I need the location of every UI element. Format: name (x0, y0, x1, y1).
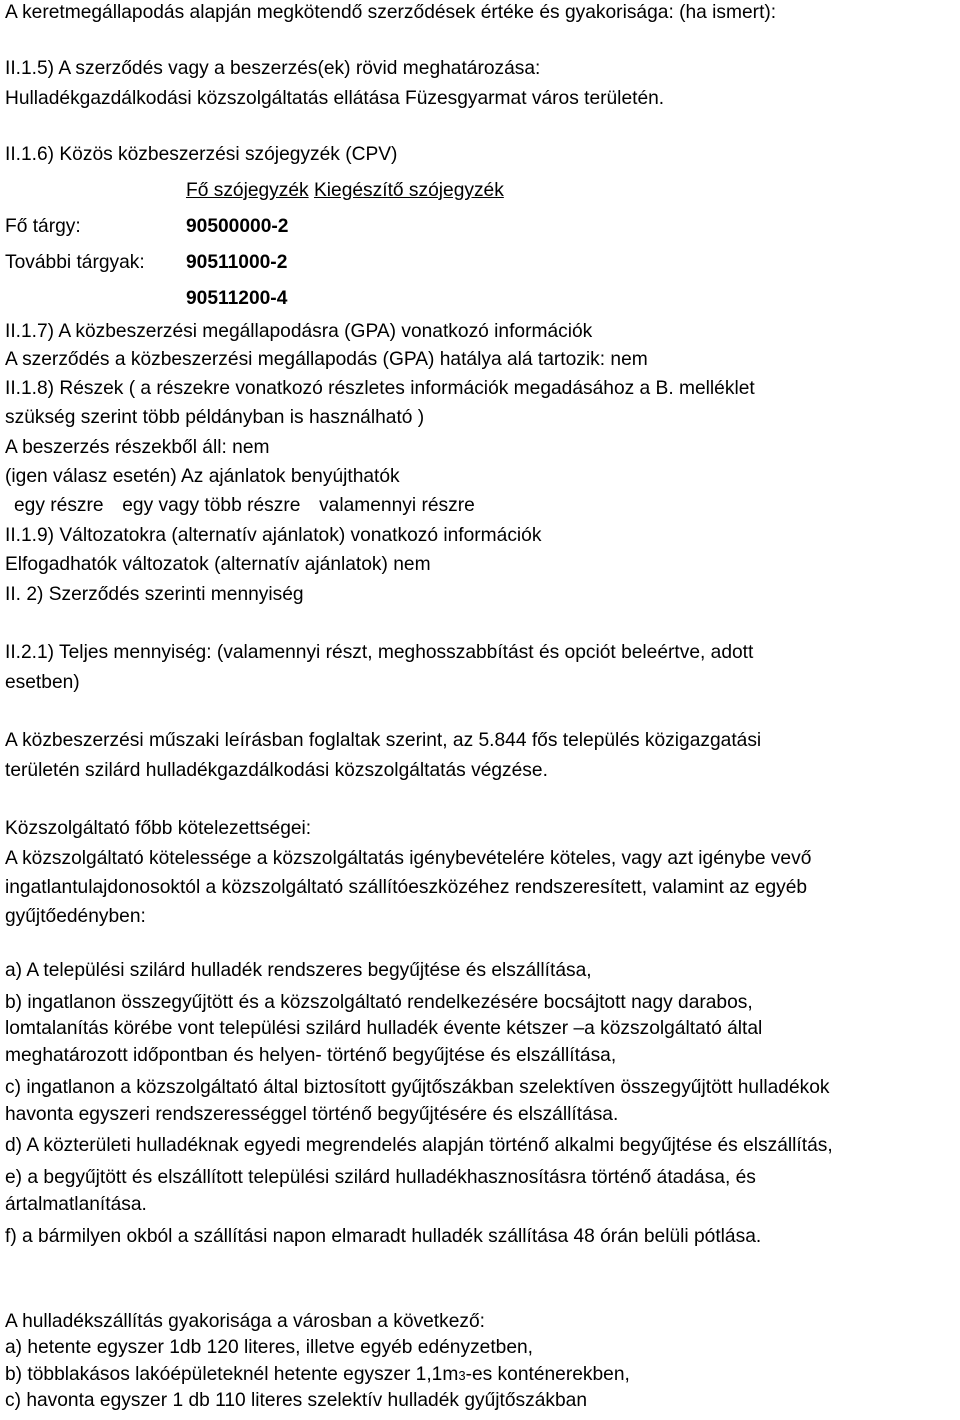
variants-accepted: Elfogadhatók változatok (alternatív ajánlatok) nem (5, 554, 431, 575)
frequency-item-a: a) hetente egyszer 1db 120 literes, illetve egyéb edényzetben, (5, 1337, 534, 1358)
section-heading-2-2-1-cont: esetben) (5, 672, 80, 693)
additional-object-cpv-code-1: 90511000-2 (186, 252, 288, 273)
framework-agreement-line: A keretmegállapodás alapján megkötendő szerződések értéke és gyakorisága: (ha ismert): (5, 2, 777, 23)
lots-note: szükség szerint több példányban is használható ) (5, 407, 425, 428)
obligation-item-e-2: ártalmatlanítása. (5, 1194, 147, 1215)
frequency-item-c: c) havonta egyszer 1 db 110 literes szelektív hulladék gyűjtőszákban (5, 1390, 587, 1411)
gpa-applicability: A szerződés a közbeszerzési megállapodás (GPA) hatálya alá tartozik: nem (5, 349, 648, 370)
obligation-item-c-2: havonta egyszeri rendszerességgel történő begyűjtésére és elszállítása. (5, 1104, 619, 1125)
one-lot-option: egy részre (14, 495, 104, 516)
main-object-row (5, 215, 288, 239)
obligation-item-b-1: b) ingatlanon összegyűjtött és a közszolgáltató rendelkezésére bocsájtott nagy darabos, (5, 992, 753, 1013)
tenders-submission-line: (igen válasz esetén) Az ajánlatok benyújthatók (5, 466, 400, 487)
obligation-item-c-1: c) ingatlanon a közszolgáltató által biztosított gyűjtőszákban szelektíven összegyűjtött hulladékok (5, 1077, 830, 1098)
section-heading-2-2: II. 2) Szerződés szerinti mennyiség (5, 584, 304, 605)
frequency-item-b (5, 1363, 630, 1388)
obligation-item-a: a) A települési szilárd hulladék rendszeres begyűjtése és elszállítása, (5, 960, 592, 981)
frequency-item-b-suffix: -es konténerekben, (465, 1364, 630, 1385)
total-quantity-text-2: területén szilárd hulladékgazdálkodási közszolgáltatás végzése. (5, 760, 548, 781)
frequency-item-b-exponent: 3 (458, 1368, 466, 1383)
all-lots-option: valamennyi részre (319, 495, 475, 516)
section-heading-2-2-1: II.2.1) Teljes mennyiség: (valamennyi részt, meghosszabbítást és opciót beleértve, adott (5, 642, 754, 663)
total-quantity-text-1: A közbeszerzési műszaki leírásban foglaltak szerint, az 5.844 fős település közigazgatási (5, 730, 762, 751)
obligations-heading: Közszolgáltató főbb kötelezettségei: (5, 818, 312, 839)
main-vocabulary-header: Fő szójegyzék (186, 180, 309, 201)
obligations-text-3: gyűjtőedényben: (5, 906, 146, 927)
frequency-item-b-text: b) többlakásos lakóépületeknél hetente egyszer 1,1m (5, 1364, 459, 1385)
lots-answer: A beszerzés részekből áll: nem (5, 437, 270, 458)
lot-options-row (14, 494, 475, 518)
obligation-item-b-3: meghatározott időpontban és helyen- történő begyűjtése és elszállítása, (5, 1045, 617, 1066)
obligations-text-1: A közszolgáltató kötelessége a közszolgáltatás igénybevételére köteles, vagy azt igénybe vevő (5, 848, 812, 869)
additional-objects-row (5, 251, 287, 275)
section-heading-2-1-6: II.1.6) Közös közbeszerzési szójegyzék (CPV) (5, 144, 398, 165)
obligation-item-f: f) a bármilyen okból a szállítási napon elmaradt hulladék szállítása 48 órán belüli pótlása. (5, 1226, 762, 1247)
frequency-heading: A hulladékszállítás gyakorisága a városban a következő: (5, 1311, 485, 1332)
obligation-item-e-1: e) a begyűjtött és elszállított települési szilárd hulladékhasznosításra történő átadása, és (5, 1167, 756, 1188)
section-heading-2-1-8: II.1.8) Részek ( a részekre vonatkozó részletes információk megadásához a B. melléklet (5, 378, 755, 399)
supplementary-vocabulary-header: Kiegészítő szójegyzék (313, 180, 504, 201)
one-or-more-lots-option: egy vagy több részre (122, 495, 301, 516)
section-heading-2-1-7: II.1.7) A közbeszerzési megállapodásra (GPA) vonatkozó információk (5, 321, 593, 342)
additional-objects-label: További tárgyak: (5, 252, 145, 273)
obligation-item-b-2: lomtalanítás körébe vont települési szilárd hulladék évente kétszer –a közszolgáltató által (5, 1018, 763, 1039)
obligation-item-d: d) A közterületi hulladéknak egyedi megrendelés alapján történő alkalmi begyűjtése és elszállítás, (5, 1135, 833, 1156)
main-object-label: Fő tárgy: (5, 216, 81, 237)
contract-short-description: Hulladékgazdálkodási közszolgáltatás ellátása Füzesgyarmat város területén. (5, 88, 665, 109)
section-heading-2-1-9: II.1.9) Változatokra (alternatív ajánlatok) vonatkozó információk (5, 525, 542, 546)
main-object-cpv-code: 90500000-2 (186, 216, 289, 237)
obligations-text-2: ingatlantulajdonosoktól a közszolgáltató szállítóeszközéhez rendszeresített, valamint az egyéb (5, 877, 808, 898)
cpv-column-headers (186, 179, 504, 203)
section-heading-2-1-5: II.1.5) A szerződés vagy a beszerzés(ek) rövid meghatározása: (5, 58, 541, 79)
additional-object-cpv-code-2: 90511200-4 (186, 288, 288, 309)
